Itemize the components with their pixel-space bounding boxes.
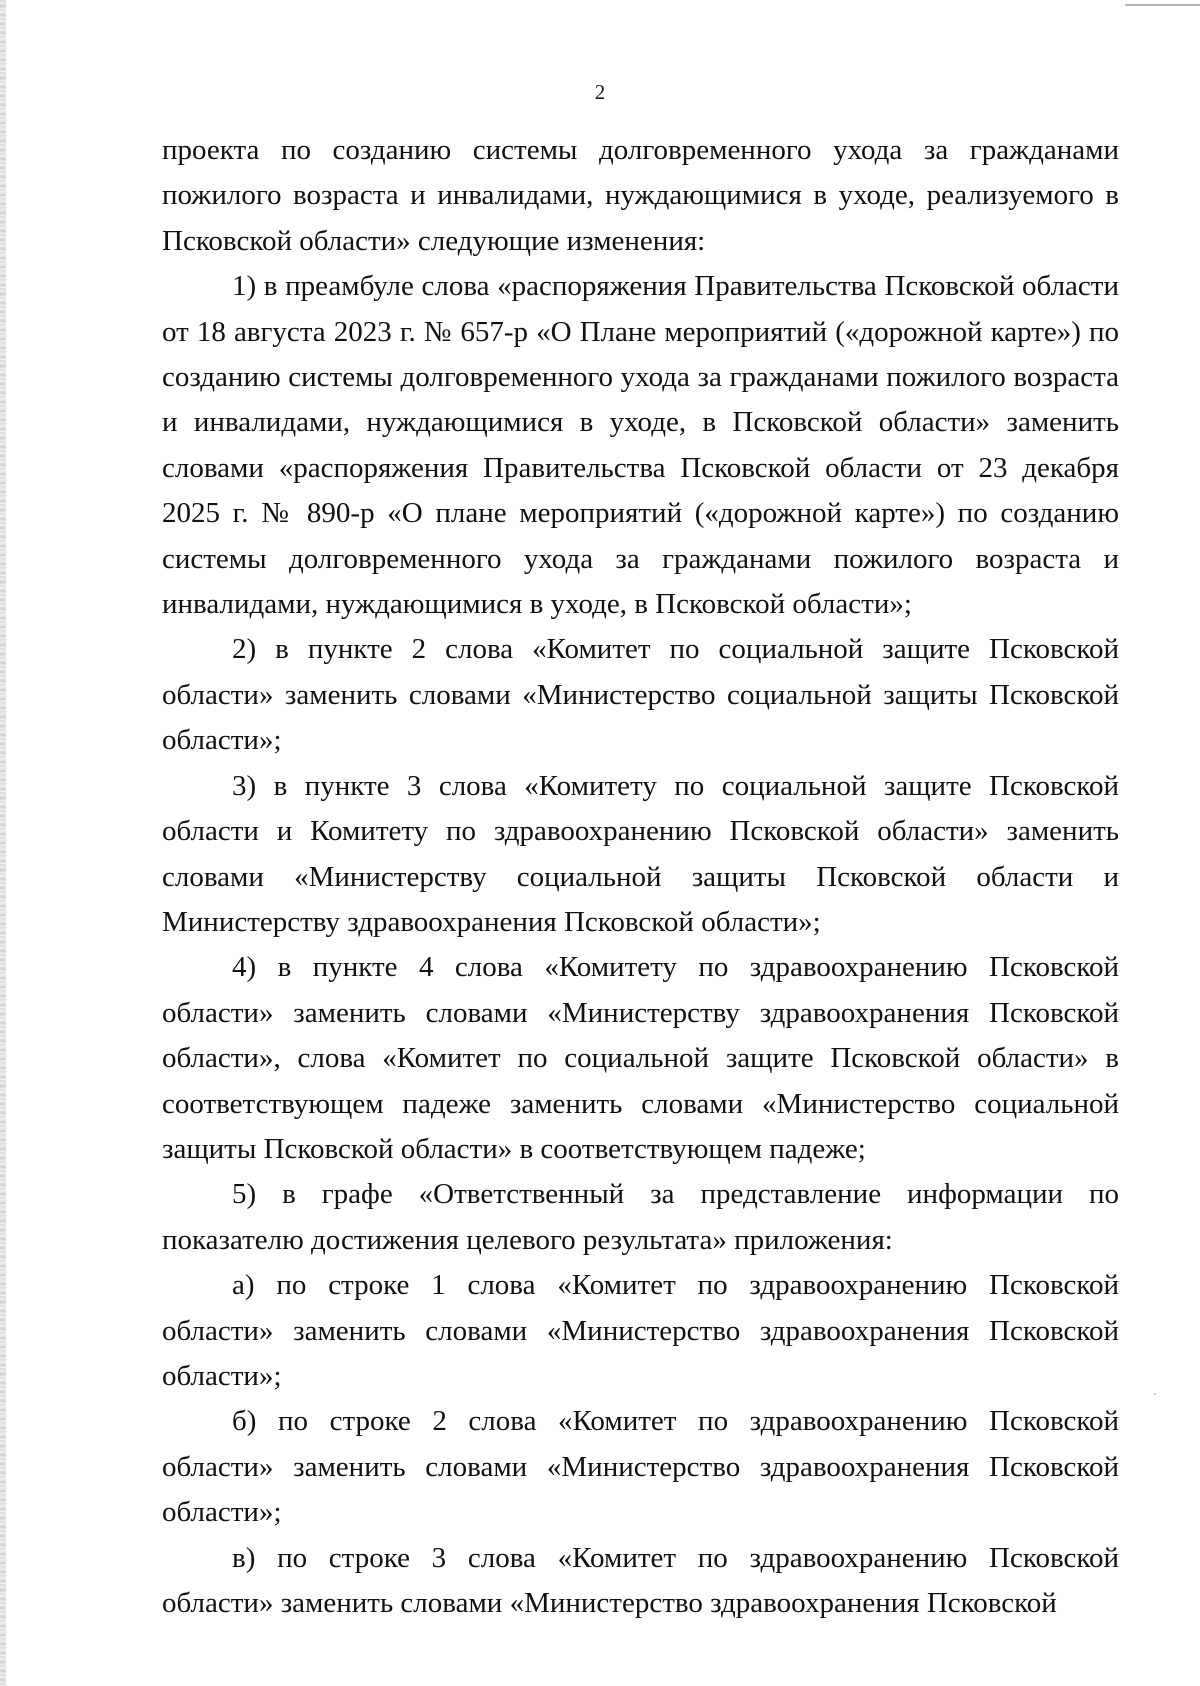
paragraph-subitem-v: в) по строке 3 слова «Комитет по здравоохранению Псковской области» заменить словами «Министерство здравоохранения Псковской (162, 1541, 1119, 1619)
paragraph-subitem-a: а) по строке 1 слова «Комитет по здравоохранению Псковской области» заменить словами «Министерство здравоохранения Псковской области»; (162, 1269, 1119, 1392)
scan-mark (1125, 4, 1200, 6)
paragraph-continuation: проекта по созданию системы долговременного ухода за гражданами пожилого возраста и инвалидами, нуждающимися в уходе, реализуемого в Псковской области» следующие изменения: (162, 134, 1119, 257)
scan-speck (1154, 1393, 1156, 1395)
scan-edge (0, 0, 6, 1686)
document-body (162, 128, 1119, 1626)
paragraph-item-3: 3) в пункте 3 слова «Комитету по социальной защите Псковской области и Комитету по здравоохранению Псковской области» заменить словами «Министерству социальной защиты Псковской области и Министерству здравоохранения Псковской области»; (162, 769, 1119, 938)
page-number: 2 (594, 80, 606, 104)
paragraph-subitem-b: б) по строке 2 слова «Комитет по здравоохранению Псковской области» заменить словами «Министерство здравоохранения Псковской области»; (162, 1405, 1119, 1529)
paragraph-item-1: 1) в преамбуле слова «распоряжения Правительства Псковской области от 18 августа 2023 г. № 657-р «О Плане мероприятий («дорожной карте») по созданию системы долговременного ухода за гражданами пожилого возраста и инвалидами, нуждающимися в уходе, в Псковской области» заменить словами «распоряжения Правительства Псковской области от 23 декабря 2025 г. № 890-р «О плане мероприятий («дорожной карте») по созданию системы долговременного ухода за гражданами пожилого возраста и инвалидами, нуждающимися в уходе, в Псковской области»; (162, 270, 1119, 621)
paragraph-item-2: 2) в пункте 2 слова «Комитет по социальной защите Псковской области» заменить словами «Министерство социальной защиты Псковской области»; (162, 633, 1119, 757)
paragraph-item-5: 5) в графе «Ответственный за представление информации по показателю достижения целевого результата» приложения: (162, 1178, 1119, 1256)
paragraph-item-4: 4) в пункте 4 слова «Комитету по здравоохранению Псковской области» заменить словами «Министерству здравоохранения Псковской области», слова «Комитет по социальной защите Псковской области» в соответствующем падеже заменить словами «Министерство социальной защиты Псковской области» в соответствующем падеже; (162, 951, 1119, 1165)
